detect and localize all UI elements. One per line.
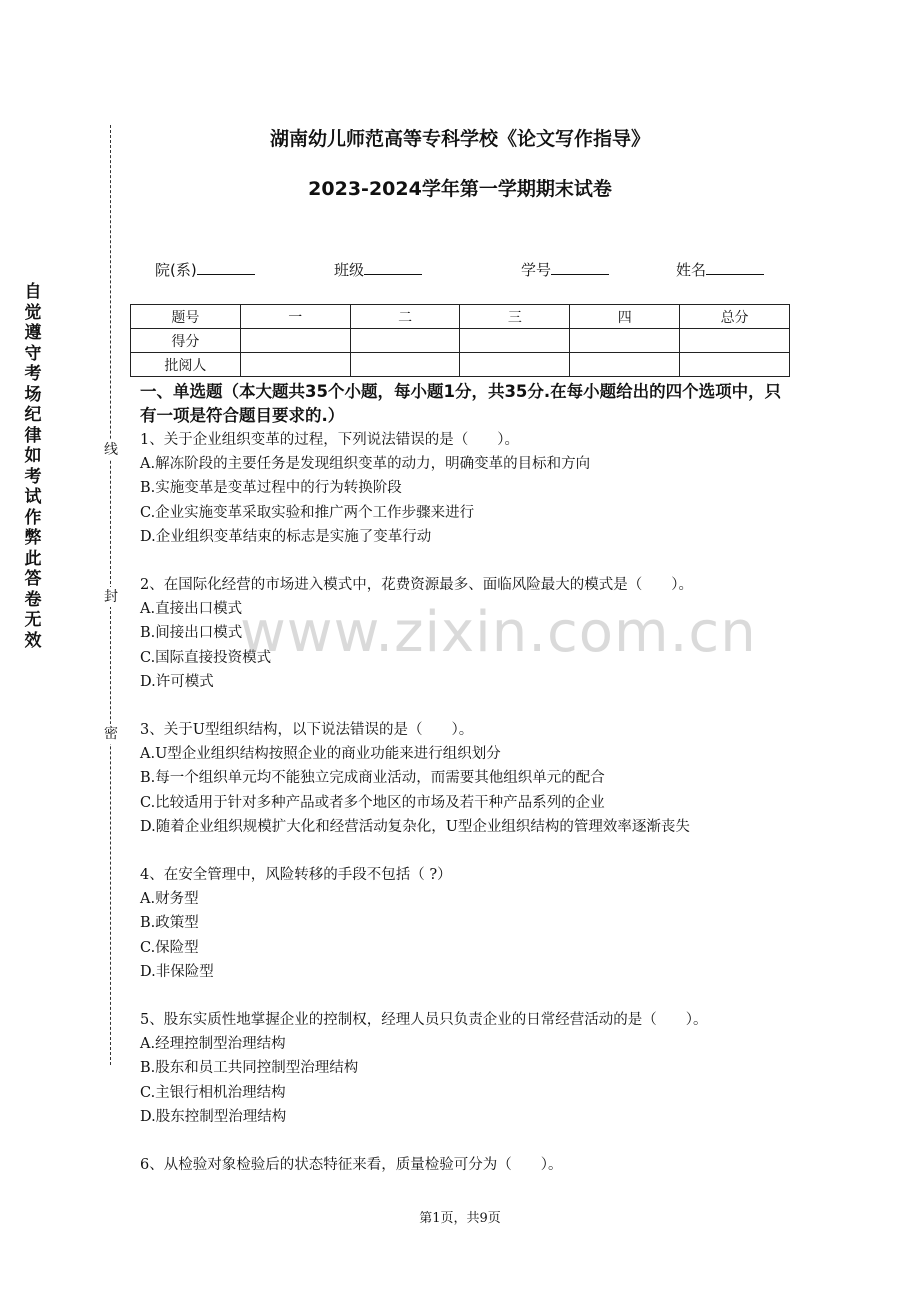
watermark: www.zixin.com.cn [240,600,757,665]
question-stem: 5、股东实质性地掌握企业的控制权，经理人员只负责企业的日常经营活动的是（ ）。 [140,1012,708,1029]
name-blank[interactable] [706,259,764,275]
score-table-header-cell: 题号 [131,305,241,329]
student-id-label: 学号 [521,261,552,279]
name-label: 姓名 [676,261,707,279]
score-table-header-cell: 一 [240,305,350,329]
score-table-grader-row [131,353,790,377]
department-field[interactable] [155,259,255,280]
question-option[interactable]: A.解冻阶段的主要任务是发现组织变革的动力，明确变革的目标和方向 [140,456,591,473]
binding-secret-char: 密 [104,726,118,742]
score-table-header-cell: 三 [460,305,570,329]
grader-cell[interactable] [680,353,790,377]
page-footer: 第1页，共9页 [419,1211,501,1226]
score-cell[interactable] [350,329,460,353]
student-id-blank[interactable] [551,259,609,275]
class-field[interactable] [334,259,422,280]
question-option[interactable]: C.主银行相机治理结构 [140,1084,286,1101]
exam-title-school: 湖南幼儿师范高等专科学校《论文写作指导》 [269,128,650,150]
score-cell[interactable] [240,329,350,353]
question-option[interactable]: C.比较适用于针对多种产品或者多个地区的市场及若干种产品系列的企业 [140,794,605,811]
score-cell[interactable] [570,329,680,353]
question-option[interactable]: A.直接出口模式 [140,601,243,618]
question-option[interactable]: D.股东控制型治理结构 [140,1108,287,1125]
question-option[interactable]: A.U型企业组织结构按照企业的商业功能来进行组织划分 [140,746,501,763]
score-table-header-cell: 二 [350,305,460,329]
score-cell[interactable] [680,329,790,353]
grader-cell[interactable] [460,353,570,377]
question-list [140,428,790,1201]
question-option[interactable]: D.随着企业组织规模扩大化和经营活动复杂化，U型企业组织结构的管理效率逐渐丧失 [140,818,690,835]
department-label: 院(系) [155,261,197,279]
question-item [140,863,790,984]
question-option[interactable]: B.间接出口模式 [140,625,243,642]
grader-cell[interactable] [570,353,680,377]
question-stem: 2、在国际化经营的市场进入模式中，花费资源最多、面临风险最大的模式是（ ）。 [140,577,693,594]
class-label: 班级 [334,261,365,279]
question-option[interactable]: D.非保险型 [140,963,214,980]
question-option[interactable]: C.保险型 [140,939,199,956]
score-cell[interactable] [460,329,570,353]
question-option[interactable]: D.企业组织变革结束的标志是实施了变革行动 [140,528,432,545]
exam-title-term: 2023-2024学年第一学期期末试卷 [308,178,612,200]
question-option[interactable]: B.政策型 [140,915,199,932]
grader-cell[interactable] [240,353,350,377]
question-option[interactable]: D.许可模式 [140,673,214,690]
question-option[interactable]: B.股东和员工共同控制型治理结构 [140,1060,359,1077]
department-blank[interactable] [197,259,255,275]
question-option[interactable]: C.企业实施变革采取实验和推广两个工作步骤来进行 [140,504,475,521]
grader-row-label: 批阅人 [131,353,241,377]
score-row-label: 得分 [131,329,241,353]
question-option[interactable]: B.每一个组织单元均不能独立完成商业活动，而需要其他组织单元的配合 [140,770,605,787]
score-table-header-row [131,305,790,329]
binding-seal-char: 封 [104,589,118,605]
student-id-field[interactable] [521,259,609,280]
score-table-score-row [131,329,790,353]
question-item [140,1008,790,1129]
section-heading: 一、单选题（本大题共35个小题，每小题1分，共35分.在每小题给出的四个选项中，只有一项是符合题目要求的.） [140,382,782,425]
question-option[interactable]: A.财务型 [140,891,199,908]
exam-rules-vertical-text: 自觉遵守考场纪律如考试作弊此答卷无效 [24,282,42,651]
question-option[interactable]: A.经理控制型治理结构 [140,1036,286,1053]
question-item [140,1153,790,1177]
class-blank[interactable] [364,259,422,275]
question-option[interactable]: C.国际直接投资模式 [140,649,272,666]
score-table-header-cell: 四 [570,305,680,329]
question-option[interactable]: B.实施变革是变革过程中的行为转换阶段 [140,480,402,497]
score-table-header-cell: 总分 [680,305,790,329]
question-item [140,718,790,839]
question-stem: 3、关于U型组织结构，以下说法错误的是（ ）。 [140,722,474,739]
grader-cell[interactable] [350,353,460,377]
score-table [130,304,790,377]
name-field[interactable] [676,259,764,280]
question-stem: 1、关于企业组织变革的过程，下列说法错误的是（ ）。 [140,432,519,448]
question-stem: 4、在安全管理中，风险转移的手段不包括（ ?） [140,867,452,884]
question-stem: 6、从检验对象检验后的状态特征来看，质量检验可分为（ ）。 [140,1157,563,1174]
question-item [140,428,790,549]
binding-line-char: 线 [104,442,118,458]
